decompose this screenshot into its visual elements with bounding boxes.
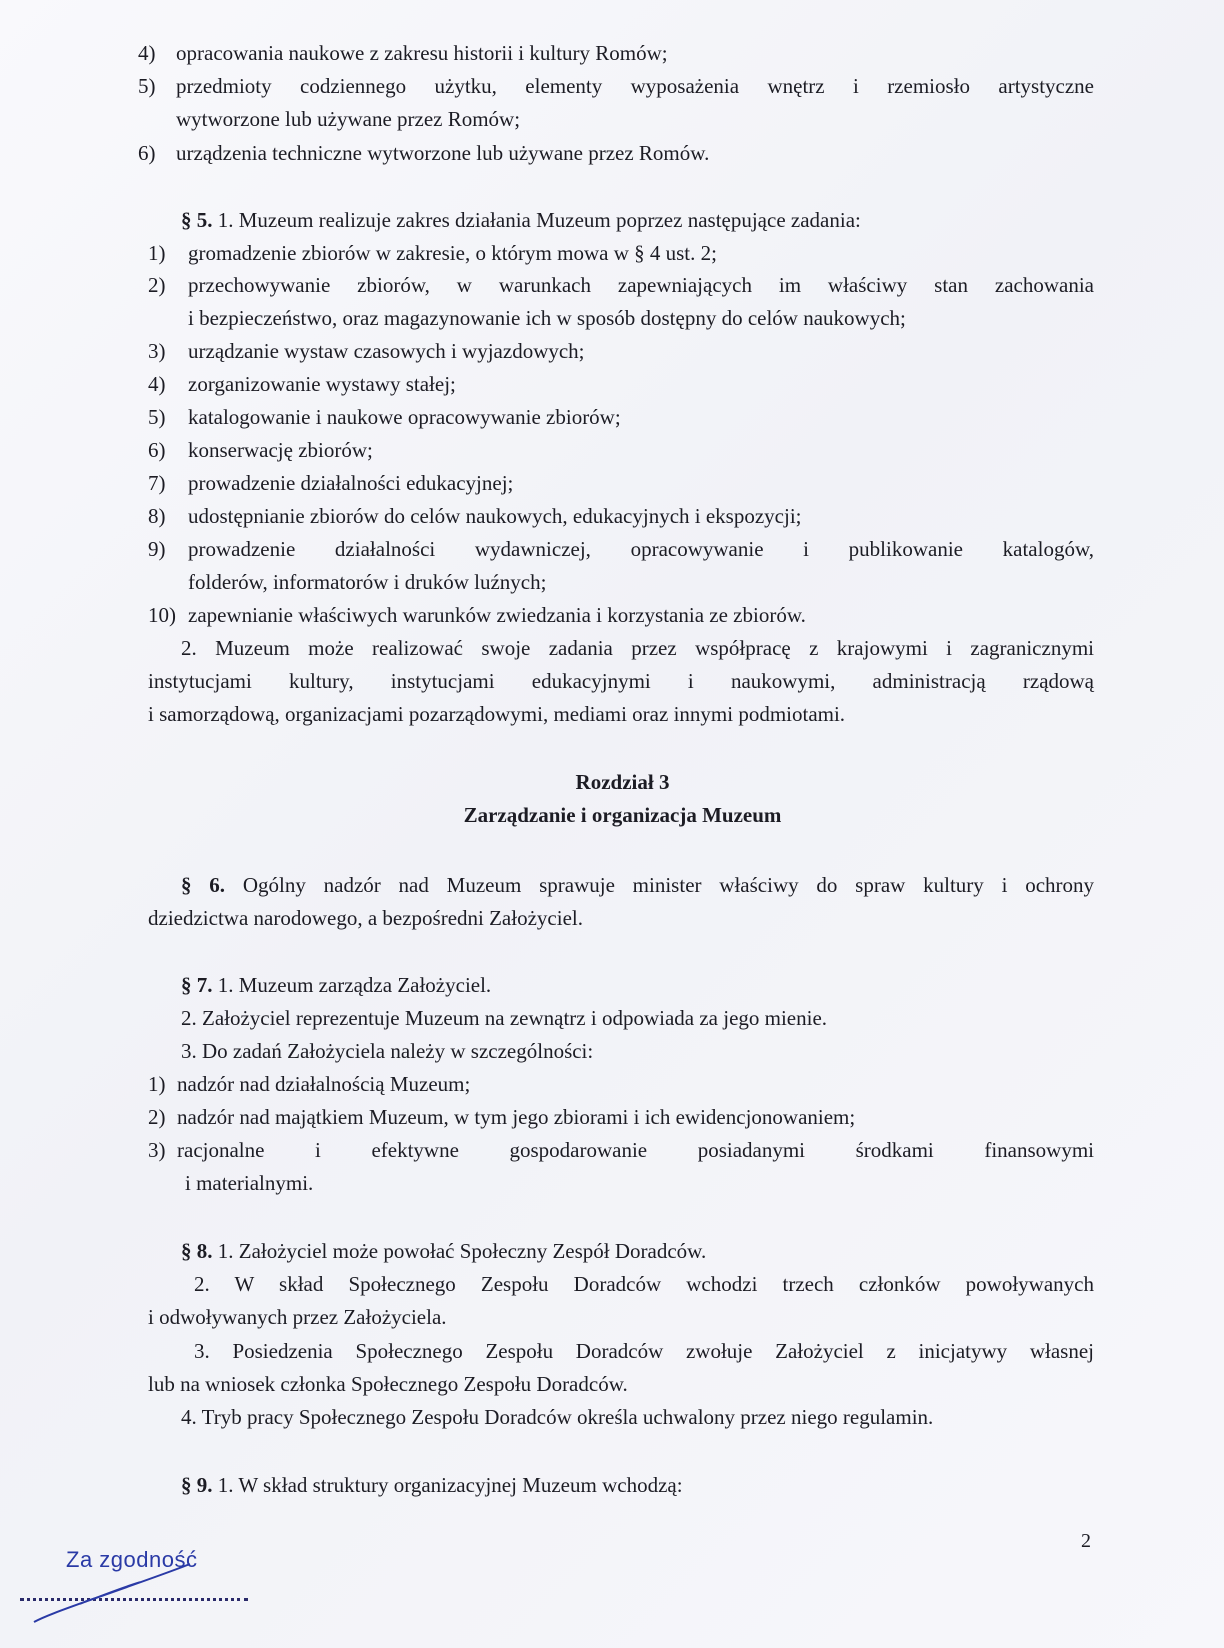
list-number: 10) [148,603,176,627]
list-number: 6) [148,438,166,462]
paragraph-text: 2. W skład Społecznego Zespołu Doradców wchodzi trzech członków powoływanych [194,1272,1094,1296]
list-item-text: racjonalne i efektywne gospodarowanie posiadanymi środkami finansowymi [177,1138,1094,1162]
paragraph-6-line [181,872,1094,898]
paragraph-text: i odwoływanych przez Założyciela. [148,1305,447,1329]
list-item-continuation: i bezpieczeństwo, oraz magazynowanie ich w sposób dostępny do celów naukowych; [188,306,906,330]
list-item-text: gromadzenie zbiorów w zakresie, o którym mowa w § 4 ust. 2; [188,241,717,265]
paragraph-text: instytucjami kultury, instytucjami edukacyjnymi i naukowymi, administracją rządową [148,669,1094,693]
paragraph-sign: § 9. [181,1473,213,1497]
paragraph-text: i samorządową, organizacjami pozarządowymi, mediami oraz innymi podmiotami. [148,702,846,726]
list-item-text: zapewnianie właściwych warunków zwiedzania i korzystania ze zbiorów. [188,603,806,627]
list-item-text: urządzanie wystaw czasowych i wyjazdowych; [188,339,585,363]
chapter-title: Zarządzanie i organizacja Muzeum [463,803,782,827]
certification-stamp: Za zgodność [66,1547,198,1572]
list-item-text: zorganizowanie wystawy stałej; [188,372,456,396]
list-number: 5) [148,405,166,429]
paragraph-sign: § 7. [181,973,213,997]
paragraph-7-line [181,972,491,998]
paragraph-sign: § 6. [181,873,226,897]
paragraph-5-intro [181,207,861,233]
list-item-text: nadzór nad majątkiem Muzeum, w tym jego zbiorami i ich ewidencjonowaniem; [177,1105,856,1129]
chapter-number: Rozdział 3 [575,770,670,794]
list-item-text: urządzenia techniczne wytworzone lub używane przez Romów. [176,141,710,165]
list-number: 7) [148,471,166,495]
list-item-text: konserwację zbiorów; [188,438,373,462]
paragraph-text: 1. Muzeum zarządza Założyciel. [212,973,492,997]
paragraph-text: 1. W skład struktury organizacyjnej Muzeum wchodzą: [212,1473,683,1497]
paragraph-9-line [181,1472,683,1498]
list-item-text: prowadzenie działalności wydawniczej, opracowywanie i publikowanie katalogów, [188,537,1094,561]
list-number: 5) [138,74,156,98]
paragraph-text: dziedzictwa narodowego, a bezpośredni Założyciel. [148,906,583,930]
list-item-text: nadzór nad działalnością Muzeum; [177,1072,471,1096]
list-number: 4) [138,41,156,65]
paragraph-text: 2. Założyciel reprezentuje Muzeum na zewnątrz i odpowiada za jego mienie. [181,1006,828,1030]
list-item-text: udostępnianie zbiorów do celów naukowych, edukacyjnych i ekspozycji; [188,504,802,528]
list-number: 4) [148,372,166,396]
list-number: 9) [148,537,166,561]
paragraph-text: 3. Do zadań Założyciela należy w szczególności: [181,1039,594,1063]
paragraph-sign: § 8. [181,1239,213,1263]
list-number: 3) [148,1138,166,1162]
list-number: 1) [148,1072,166,1096]
list-item-continuation: wytworzone lub używane przez Romów; [176,107,521,131]
paragraph-text: 4. Tryb pracy Społecznego Zespołu Doradców określa uchwalony przez niego regulamin. [181,1405,934,1429]
list-item-text: przechowywanie zbiorów, w warunkach zapewniających im właściwy stan zachowania [188,273,1094,297]
list-item-continuation: i materialnymi. [185,1171,314,1195]
paragraph-sign: § 5. [181,208,213,232]
list-item-text: prowadzenie działalności edukacyjnej; [188,471,514,495]
list-item-continuation: folderów, informatorów i druków luźnych; [188,570,547,594]
paragraph-text: lub na wniosek członka Społecznego Zespołu Doradców. [148,1372,628,1396]
paragraph-text: 1. Założyciel może powołać Społeczny Zespół Doradców. [212,1239,707,1263]
paragraph-text: 1. Muzeum realizuje zakres działania Muzeum poprzez następujące zadania: [212,208,861,232]
paragraph-text: 3. Posiedzenia Społecznego Zespołu Doradców zwołuje Założyciel z inicjatywy własnej [194,1339,1094,1363]
list-item-text: przedmioty codziennego użytku, elementy wyposażenia wnętrz i rzemiosło artystyczne [176,74,1094,98]
list-item-text: katalogowanie i naukowe opracowywanie zbiorów; [188,405,621,429]
list-number: 1) [148,241,166,265]
paragraph-text: Ogólny nadzór nad Muzeum sprawuje minister właściwy do spraw kultury i ochrony [225,873,1095,897]
list-number: 3) [148,339,166,363]
page-number: 2 [1081,1530,1091,1552]
paragraph-text: 2. Muzeum może realizować swoje zadania przez współpracę z krajowymi i zagranicznymi [181,636,1094,660]
list-number: 6) [138,141,156,165]
signature-scribble-icon [20,1560,220,1630]
list-item-text: opracowania naukowe z zakresu historii i kultury Romów; [176,41,668,65]
paragraph-8-line [181,1238,706,1264]
list-number: 8) [148,504,166,528]
list-number: 2) [148,273,166,297]
list-number: 2) [148,1105,166,1129]
